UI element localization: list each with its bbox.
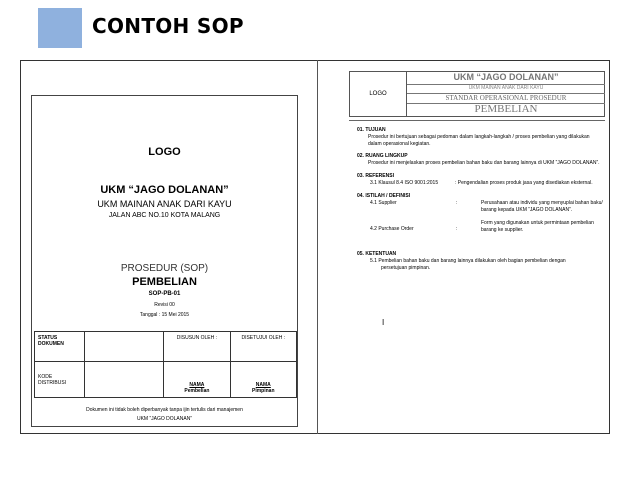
section-tujuan: 01. TUJUAN <box>357 127 386 133</box>
cover-note-line1: Dokumen ini tidak boleh diperbanyak tanpa ijin tertulis dari manajemen <box>86 407 243 413</box>
referensi-item: 3.1 Klausul 8.4 ISO 9001:2015 <box>370 180 439 186</box>
ruang-lingkup-text: Prosedur ini menjelaskan proses pembelian bahan baku dan barang lainnya di UKM “JAGO DOLANAN”. <box>368 160 600 166</box>
slide-title: CONTOH SOP <box>92 14 244 38</box>
cover-note <box>32 406 297 424</box>
cover-org-name: UKM “JAGO DOLANAN” <box>100 184 229 196</box>
cover-note-line2: UKM “JAGO DOLANAN” <box>136 416 192 422</box>
nama-pembelian: NAMA <box>189 382 205 388</box>
istilah-supplier: 4.1 Supplier <box>370 200 397 206</box>
status-cell <box>84 332 163 362</box>
cover-tanggal: Tanggal : 15 Mei 2015 <box>139 312 190 318</box>
istilah-po: 4.2 Purchase Order <box>370 226 414 232</box>
istilah-supplier-def-2: barang kepada UKM “JAGO DOLANAN”. <box>481 207 573 213</box>
sop-subtitle: UKM MAINAN ANAK DARI KAYU <box>468 85 544 91</box>
istilah-supplier-colon: : <box>456 200 458 206</box>
cover-pembelian: PEMBELIAN <box>132 276 197 288</box>
cover-logo: LOGO <box>148 146 181 158</box>
istilah-po-def-2: barang ke supplier. <box>481 227 524 233</box>
text-cursor: I <box>382 318 385 327</box>
tujuan-text-2: dalam operasional kegiatan. <box>368 141 431 147</box>
nama-pimpinan: NAMA <box>255 382 271 388</box>
disusun-label: DISUSUN OLEH : <box>164 332 230 362</box>
cover-revisi: Revisi 00 <box>154 302 175 308</box>
disusun-sign <box>164 362 230 398</box>
kode-cell <box>84 362 163 398</box>
kode-label: KODE DISTRIBUSI <box>35 362 85 398</box>
cover-code: SOP-PB-01 <box>148 291 181 297</box>
accent-block <box>38 8 82 48</box>
sop-org-name: UKM “JAGO DOLANAN” <box>407 72 605 85</box>
header-rule <box>349 120 605 121</box>
cover-subtitle: UKM MAINAN ANAK DARI KAYU <box>97 199 232 209</box>
istilah-supplier-def-1: Perusahaan atau individu yang menyuplai bahan baku/ <box>481 200 603 206</box>
sop-standar: STANDAR OPERASIONAL PROSEDUR <box>407 93 605 104</box>
disetujui-sign <box>230 362 296 398</box>
ketentuan-text-1: 5.1 Pembelian bahan baku dan barang lainnya dilakukan oleh bagian pembelian dengan <box>370 258 566 264</box>
disetujui-label: DISETUJUI OLEH : <box>230 332 296 362</box>
sop-title: PEMBELIAN <box>474 103 538 115</box>
ketentuan-text-2: persetujuan pimpinan. <box>381 265 431 271</box>
status-label: STATUS DOKUMEN <box>35 332 85 362</box>
cover-prosedur: PROSEDUR (SOP) <box>120 263 209 274</box>
page-divider <box>317 60 318 434</box>
sop-logo: LOGO <box>350 72 407 116</box>
referensi-desc: : Pengendalian proses produk jasa yang disediakan eksternal. <box>455 180 593 186</box>
section-referensi: 03. REFERENSI <box>357 173 394 179</box>
role-pembelian: Pembelian <box>184 388 210 394</box>
section-ruang-lingkup: 02. RUANG LINGKUP <box>357 153 408 159</box>
section-istilah: 04. ISTILAH / DEFINISI <box>357 193 411 199</box>
cover-address: JALAN ABC NO.10 KOTA MALANG <box>108 212 221 219</box>
tujuan-text-1: Prosedur ini bertujuan sebagai pedoman dalam langkah-langkah / proses pembelian yang dilakukan <box>368 134 590 140</box>
istilah-po-colon: : <box>456 226 458 232</box>
sop-header <box>349 71 605 117</box>
section-ketentuan: 05. KETENTUAN <box>357 251 397 257</box>
istilah-po-def-1: Form yang digunakan untuk permintaan pembelian <box>481 220 594 226</box>
signature-table <box>34 331 297 398</box>
role-pimpinan: Pimpinan <box>252 388 275 394</box>
cover-page <box>31 95 298 427</box>
